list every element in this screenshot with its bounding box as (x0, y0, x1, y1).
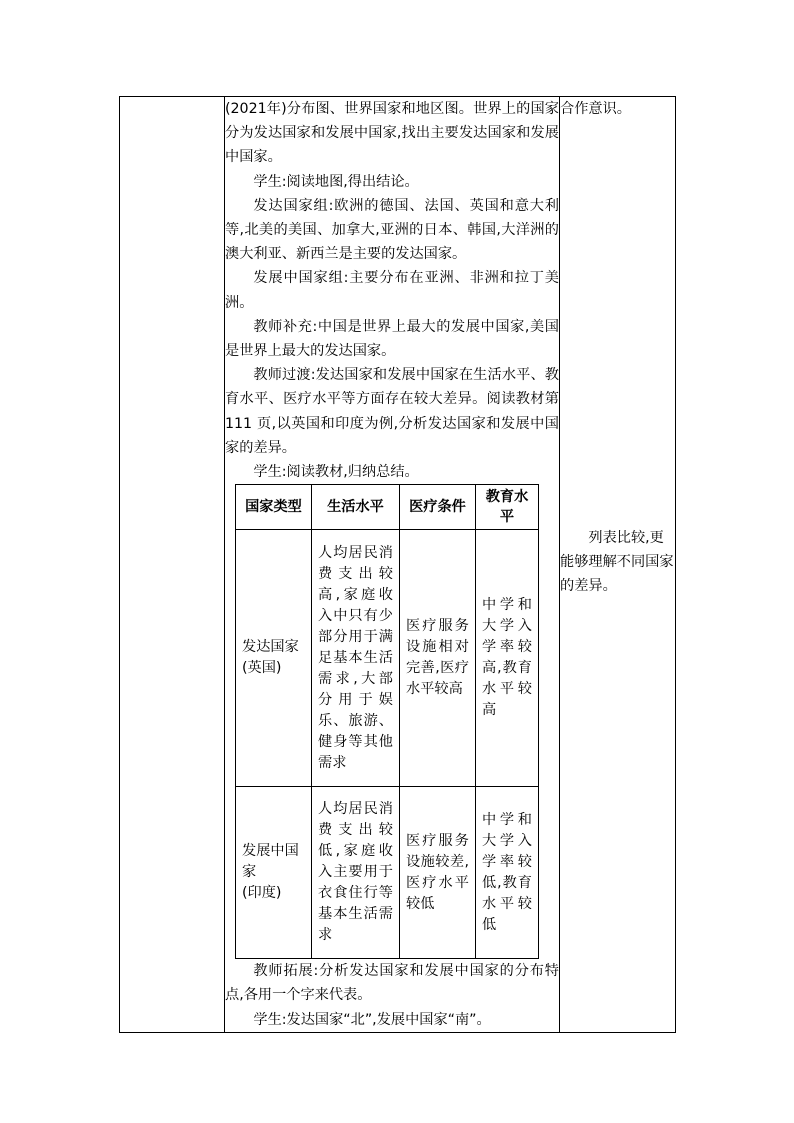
medical-conditions-cell: 医疗服务设施相对完善,医疗水平较高 (400, 530, 476, 787)
paragraph-teacher-transition: 教师过渡:发达国家和发展中国家在生活水平、教育水平、医疗水平等方面存在较大差异。阅读教材第 111 页,以英国和印度为例,分析发达国家和发展中国家的差异。 (225, 367, 559, 456)
living-standard-cell: 人均居民消费支出较低,家庭收入主要用于衣食住行等基本生活需求 (312, 787, 400, 959)
comparison-header-row (236, 485, 539, 530)
paragraph-student-answer: 学生:发达国家“北”,发展中国家“南”。 (253, 1011, 491, 1028)
header-education-level: 教育水平 (476, 485, 539, 530)
design-note-cooperation: 合作意识。 (560, 101, 631, 117)
left-empty-column (120, 97, 225, 1033)
country-type-cell (236, 530, 312, 787)
country-example-label: (印度) (242, 885, 282, 902)
education-level-cell: 中学和大学入学率较低,教育水平较低 (476, 787, 539, 959)
paragraph-teacher-extension: 教师拓展:分析发达国家和发展中国家的分布特点,各用一个字来代表。 (225, 963, 559, 1004)
header-country-type: 国家类型 (236, 485, 312, 530)
design-note-comparison: 列表比较,更能够理解不同国家的差异。 (560, 530, 674, 594)
design-intent-column (560, 97, 676, 1033)
comparison-row-developing (236, 787, 539, 959)
paragraph-student-summary: 学生:阅读教材,归纳总结。 (253, 464, 419, 481)
country-type-cell (236, 787, 312, 959)
education-level-cell: 中学和大学入学率较高,教育水平较高 (476, 530, 539, 787)
paragraph-map-intro: (2021年)分布图、世界国家和地区图。世界上的国家分为发达国家和发展中国家,找出主要发达国家和发展中国家。 (225, 101, 559, 166)
header-living-standard: 生活水平 (312, 485, 400, 530)
country-type-label: 发达国家 (242, 639, 299, 656)
country-example-label: (英国) (242, 660, 282, 677)
country-type-label: 发展中国家 (242, 843, 299, 881)
paragraph-developing-group: 发展中国家组:主要分布在亚洲、非洲和拉丁美洲。 (225, 270, 559, 311)
teaching-process-column (225, 97, 560, 1033)
medical-conditions-cell: 医疗服务设施较差,医疗水平较低 (400, 787, 476, 959)
paragraph-teacher-supplement: 教师补充:中国是世界上最大的发展中国家,美国是世界上最大的发达国家。 (225, 318, 559, 360)
lesson-plan-table (119, 96, 676, 1033)
comparison-table (235, 484, 539, 959)
header-medical-conditions: 医疗条件 (400, 485, 476, 530)
lesson-row (120, 97, 676, 1033)
paragraph-student-read-map: 学生:阅读地图,得出结论。 (253, 173, 419, 190)
comparison-row-developed (236, 530, 539, 787)
living-standard-cell: 人均居民消费支出较高,家庭收入中只有少部分用于满足基本生活需求,大部分用于娱乐、旅游、健身等其他需求 (312, 530, 400, 787)
paragraph-developed-group: 发达国家组:欧洲的德国、法国、英国和意大利等,北美的美国、加拿大,亚洲的日本、韩国,大洋洲的澳大利亚、新西兰是主要的发达国家。 (225, 197, 559, 263)
